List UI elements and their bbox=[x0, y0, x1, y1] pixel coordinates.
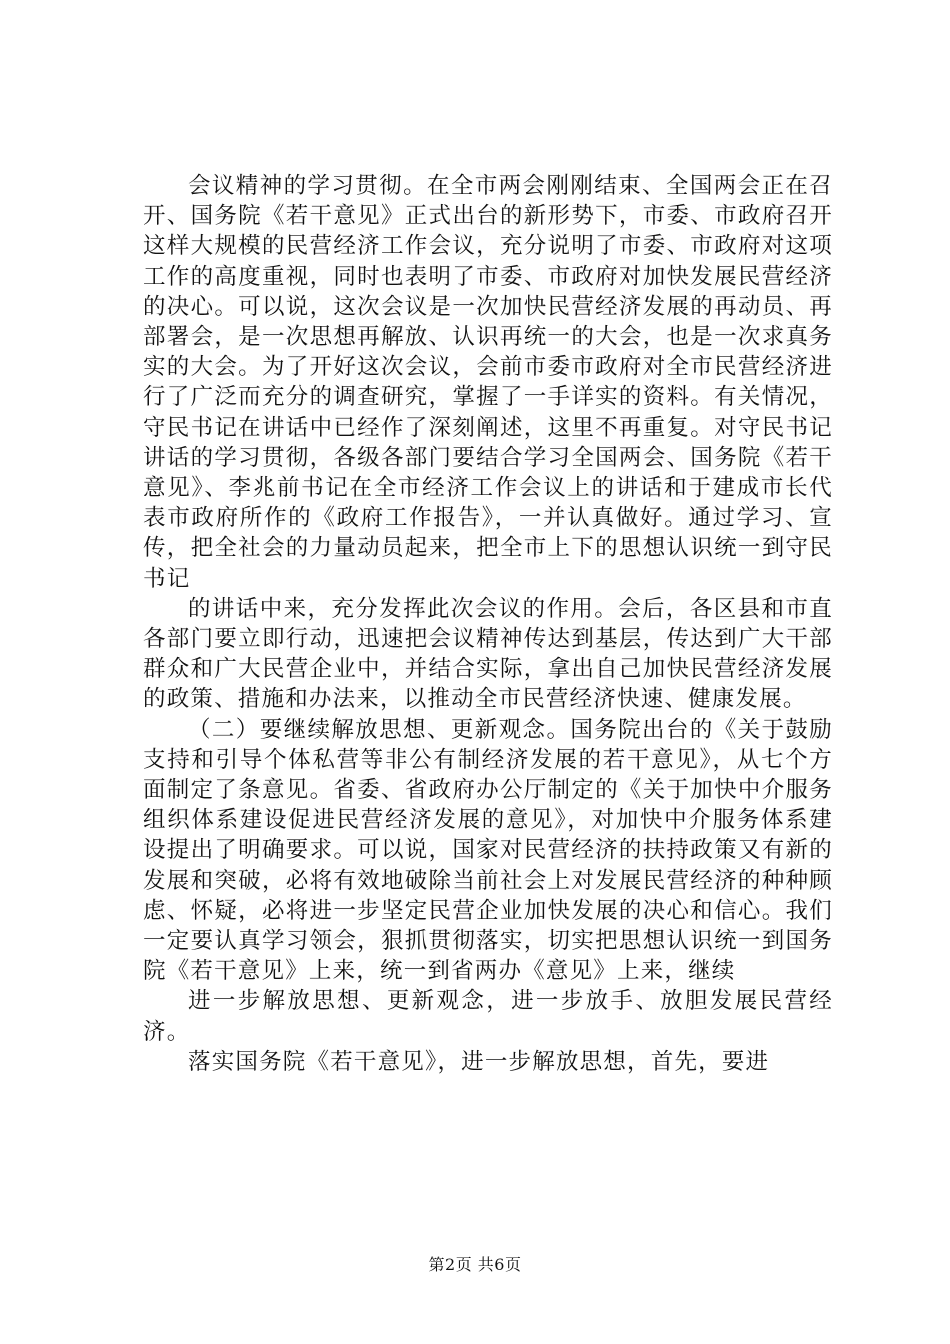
paragraph-5: 落实国务院《若干意见》，进一步解放思想，首先，要进 bbox=[188, 1048, 770, 1075]
paragraph-4: 进一步解放思想、更新观念，进一步放手、放胆发展民营经济。 bbox=[143, 988, 833, 1045]
document-body bbox=[143, 171, 833, 1077]
page-footer: 第2页 共6页 bbox=[428, 1255, 522, 1274]
paragraph-3: （二）要继续解放思想、更新观念。国务院出台的《关于鼓励支持和引导个体私营等非公有制经济发展的若干意见》，从七个方面制定了条意见。省委、省政府办公厅制定的《关于加快中介服务组织体系建设促进民营经济发展的意见》，对加快中介服务体系建设提出了明确要求。可以说，国家对民营经济的扶持政策又有新的发展和突破，必将有效地破除当前社会上对发展民营经济的种种顾虑、怀疑，必将进一步坚定民营企业加快发展的决心和信心。我们一定要认真学习领会，狠抓贯彻落实，切实把思想认识统一到国务院《若干意见》上来，统一到省两办《意见》上来，继续 bbox=[143, 716, 833, 985]
paragraph-2: 的讲话中来，充分发挥此次会议的作用。会后，各区县和市直各部门要立即行动，迅速把会议精神传达到基层，传达到广大干部群众和广大民营企业中，并结合实际，拿出自己加快民营经济发展的政策、措施和办法来，以推动全市民营经济快速、健康发展。 bbox=[143, 595, 833, 713]
paragraph-1: 会议精神的学习贯彻。在全市两会刚刚结束、全国两会正在召开、国务院《若干意见》正式出台的新形势下，市委、市政府召开这样大规模的民营经济工作会议，充分说明了市委、市政府对这项工作的高度重视，同时也表明了市委、市政府对加快发展民营经济的决心。可以说，这次会议是一次加快民营经济发展的再动员、再部署会，是一次思想再解放、认识再统一的大会，也是一次求真务实的大会。为了开好这次会议，会前市委市政府对全市民营经济进行了广泛而充分的调查研究，掌握了一手详实的资料。有关情况，守民书记在讲话中已经作了深刻阐述，这里不再重复。对守民书记讲话的学习贯彻，各级各部门要结合学习全国两会、国务院《若干意见》、李兆前书记在全市经济工作会议上的讲话和于建成市长代表市政府所作的《政府工作报告》，一并认真做好。通过学习、宣传，把全社会的力量动员起来，把全市上下的思想认识统一到守民书记 bbox=[143, 173, 833, 592]
